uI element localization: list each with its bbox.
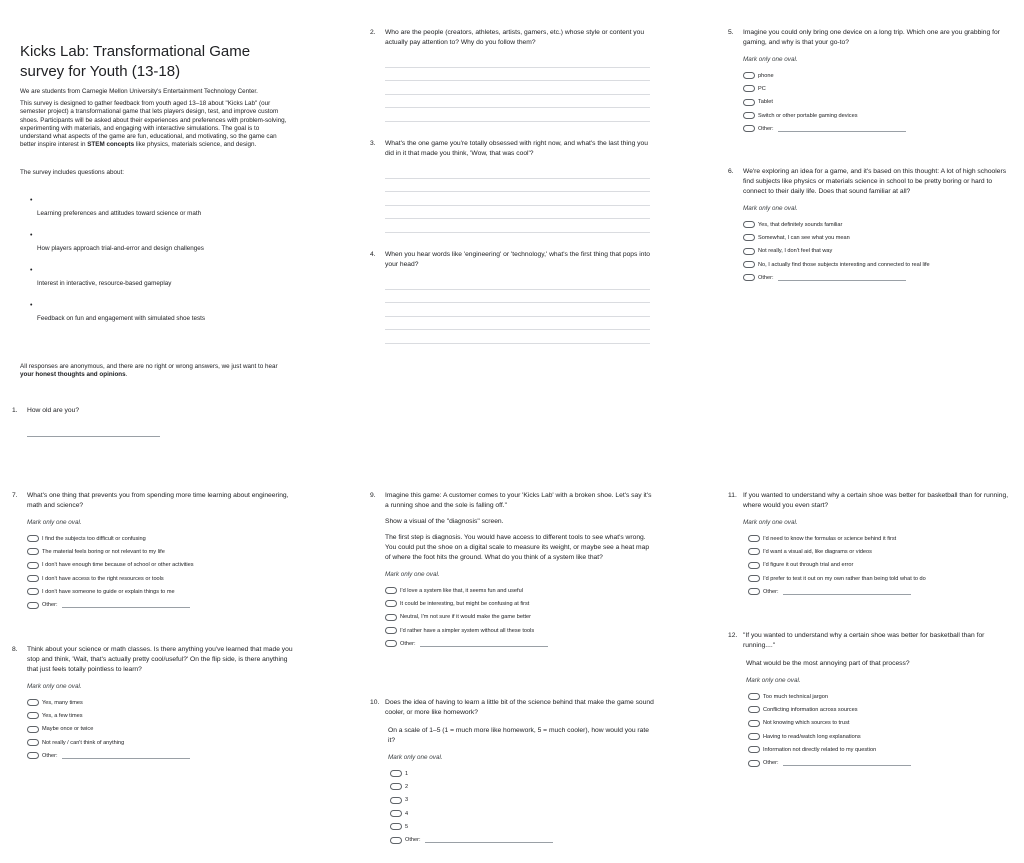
option-q10-4[interactable]: 4 [390,807,655,820]
option-q11-1[interactable]: I'd need to know the formulas or science behind it first [748,532,1013,545]
radio-oval[interactable] [743,234,755,241]
radio-oval[interactable] [748,548,760,555]
question-9: 9. Imagine this game: A customer comes to your 'Kicks Lab' with a broken shoe. Let's say it's a running shoe and the sole is falling off." Show a visual of the "diagnosis" screen. The first step is diagnosis. You would have access to different tools to see what's wrong. You could put the shoe on a digital scale to measure its weight, or maybe see a heat map of where the foot hits the ground. What do you think of a system like that? Mark only one oval. I'd love a system like that, it seems fun and useful It could be interesting, but might be confusing at first Neutral, I'm not sure if it would make the game better I'd rather have a simpler system without all these tools Other: [370,491,655,650]
option-q7-5[interactable]: I don't have someone to guide or explain things to me [27,585,297,598]
radio-oval[interactable] [748,760,760,767]
option-q8-1[interactable]: Yes, many times [27,696,297,709]
question-4: 4. When you hear words like 'engineering' or 'technology,' what's the first thing that pops into your head? [370,250,650,344]
other-input[interactable] [783,589,911,595]
radio-oval[interactable] [385,614,397,621]
option-q6-4[interactable]: No, I actually find those subjects interesting and connected to real life [743,258,1013,271]
radio-oval[interactable] [748,733,760,740]
option-q7-4[interactable]: I don't have access to the right resources or tools [27,572,297,585]
radio-oval[interactable] [27,712,39,719]
option-q8-other[interactable]: Other: [27,749,297,762]
question-2: 2. Who are the people (creators, athletes, artists, gamers, etc.) whose style or content you actually pay attention to? Why do you follow them? [370,28,650,122]
radio-oval[interactable] [390,797,402,804]
list-item: • Interest in interactive, resource-based gameplay [30,266,172,287]
radio-oval[interactable] [748,706,760,713]
option-q12-3[interactable]: Not knowing which sources to trust [748,717,1013,730]
radio-oval[interactable] [743,274,755,281]
option-q7-3[interactable]: I don't have enough time because of school or other activities [27,559,297,572]
radio-oval[interactable] [27,548,39,555]
option-q5-1[interactable]: phone [743,69,1008,82]
list-item: • Learning preferences and attitudes toward science or math [30,196,202,217]
option-q10-other[interactable]: Other: [390,833,655,846]
option-q8-2[interactable]: Yes, a few times [27,709,297,722]
topic-list [20,196,288,323]
radio-oval[interactable] [748,575,760,582]
other-input[interactable] [778,126,906,132]
option-q11-2[interactable]: I'd want a visual aid, like diagrams or videos [748,545,1013,558]
option-q12-4[interactable]: Having to read/watch long explanations [748,730,1013,743]
radio-oval[interactable] [748,693,760,700]
intro-description: This survey is designed to gather feedback from youth aged 13–18 about "Kicks Lab" (our semester project) a transformational game that lets players design, test, and improve custom shoes. Participants will be asked about their experiences and preferences with problem-solving, experimenting with materials, and engaging with interactive simulations. The goal is to understand what aspects of the game are fun, educational, and motivating, so the game can better inspire interest in STEM concepts like physics, materials science, and design. [20,100,287,149]
radio-oval[interactable] [27,588,39,595]
option-q11-3[interactable]: I'd figure it out through trial and error [748,559,1013,572]
radio-oval[interactable] [748,588,760,595]
radio-oval[interactable] [27,699,39,706]
other-input[interactable] [420,641,548,647]
option-q10-1[interactable]: 1 [390,767,655,780]
option-q9-3[interactable]: Neutral, I'm not sure if it would make the game better [385,611,655,624]
other-input[interactable] [62,602,190,608]
option-q5-2[interactable]: PC [743,82,1008,95]
list-item: • How players approach trial-and-error and design challenges [30,231,204,252]
radio-oval[interactable] [385,587,397,594]
option-q5-3[interactable]: Tablet [743,96,1008,109]
intro-includes: The survey includes questions about: [20,169,124,177]
survey-intro [20,42,288,379]
radio-oval[interactable] [748,535,760,542]
option-q12-5[interactable]: Information not directly related to my question [748,743,1013,756]
radio-oval[interactable] [27,535,39,542]
question-1: 1. How old are you? [12,406,282,437]
radio-oval[interactable] [748,562,760,569]
option-q5-other[interactable]: Other: [743,122,1008,135]
other-input[interactable] [62,753,190,759]
radio-oval[interactable] [743,72,755,79]
radio-oval[interactable] [27,575,39,582]
option-q7-other[interactable]: Other: [27,598,297,611]
intro-outro: All responses are anonymous, and there are no right or wrong answers, we just want to hear your honest thoughts and opinions. [20,362,278,378]
option-q9-2[interactable]: It could be interesting, but might be confusing at first [385,597,655,610]
answer-lines[interactable] [385,276,650,344]
age-answer-field[interactable] [27,416,160,437]
radio-oval[interactable] [27,752,39,759]
radio-oval[interactable] [743,248,755,255]
radio-oval[interactable] [27,562,39,569]
radio-oval[interactable] [743,112,755,119]
question-3: 3. What's the one game you're totally obsessed with right now, and what's the last thing you did in it that made you think, 'Wow, that was cool'? [370,139,650,233]
option-q6-3[interactable]: Not really, I don't feel that way [743,245,1013,258]
other-input[interactable] [425,837,553,843]
option-q6-1[interactable]: Yes, that definitely sounds familiar [743,218,1013,231]
other-input[interactable] [783,760,911,766]
radio-oval[interactable] [390,837,402,844]
option-q6-2[interactable]: Somewhat, I can see what you mean [743,231,1013,244]
option-q9-other[interactable]: Other: [385,637,655,650]
radio-oval[interactable] [743,85,755,92]
radio-oval[interactable] [385,627,397,634]
question-6: 6. We're exploring an idea for a game, and it's based on this thought: A lot of high schoolers find subjects like physics or materials science in school to be pretty boring or hard to connect to their daily life. Does that sound familiar at all? Mark only one oval. Yes, that definitely sounds familiar Somewhat, I can see what you mean Not really, I don't feel that way No, I actually find those subjects interesting and connected to real life Other: [728,167,1013,284]
radio-oval[interactable] [748,746,760,753]
list-item: • Feedback on fun and engagement with simulated shoe tests [30,301,206,322]
radio-oval[interactable] [385,600,397,607]
radio-oval[interactable] [27,602,39,609]
option-q9-4[interactable]: I'd rather have a simpler system without all these tools [385,624,655,637]
radio-oval[interactable] [743,221,755,228]
option-q12-1[interactable]: Too much technical jargon [748,690,1013,703]
radio-oval[interactable] [390,823,402,830]
intro-affiliation: We are students from Carnegie Mellon University's Entertainment Technology Center. [20,88,258,95]
question-8: 8. Think about your science or math classes. Is there anything you've learned that made you stop and think, 'Wait, that's actually pretty cool/useful?' On the flip side, is there anything that just feels totally pointless to learn? Mark only one oval. Yes, many times Yes, a few times Maybe once or twice Not really / can't think of anything Other: [12,645,297,762]
option-q11-4[interactable]: I'd prefer to test it out on my own rather than being told what to do [748,572,1013,585]
option-q6-other[interactable]: Other: [743,271,1013,284]
answer-lines[interactable] [385,165,650,233]
radio-oval[interactable] [743,99,755,106]
radio-oval[interactable] [27,739,39,746]
question-11: 11. If you wanted to understand why a certain shoe was better for basketball than for running, where would you even start? Mark only one oval. I'd need to know the formulas or science behind it first I'd want a visual aid, like diagrams or videos I'd figure it out through trial and error I'd prefer to test it out on my own rather than being told what to do Other: [728,491,1013,598]
other-input[interactable] [778,275,906,281]
question-5: 5. Imagine you could only bring one device on a long trip. Which one are you grabbing for gaming, and why is that your go-to? Mark only one oval. phone PC Tablet Switch or other portable gaming devices Other: [728,28,1008,135]
option-q8-4[interactable]: Not really / can't think of anything [27,736,297,749]
question-10: 10. Does the idea of having to learn a little bit of the science behind that make the game sound cooler, or more like homework? On a scale of 1–5 (1 = much more like homework, 5 = much cooler), how would you rate it? Mark only one oval. 1 2 3 4 5 Other: [370,698,655,847]
radio-oval[interactable] [743,125,755,132]
option-q9-1[interactable]: I'd love a system like that, it seems fun and useful [385,584,655,597]
radio-oval[interactable] [385,640,397,647]
option-q10-3[interactable]: 3 [390,794,655,807]
option-q11-other[interactable]: Other: [748,585,1013,598]
question-7: 7. What's one thing that prevents you from spending more time learning about engineering, math and science? Mark only one oval. I find the subjects too difficult or confusing The material feels boring or not relevant to my life I don't have enough time because of school or other activities I don't have access to the right resources or tools I don't have someone to guide or explain things to me Other: [12,491,297,612]
radio-oval[interactable] [748,720,760,727]
radio-oval[interactable] [390,783,402,790]
question-12: 12. "If you wanted to understand why a certain shoe was better for basketball than for running...." What would be the most annoying part of that process? Mark only one oval. Too much technical jargon Conflicting information across sources Not knowing which sources to trust Having to read/watch long explanations Information not directly related to my question Other: [728,631,1013,770]
option-q12-other[interactable]: Other: [748,756,1013,769]
radio-oval[interactable] [743,261,755,268]
option-q8-3[interactable]: Maybe once or twice [27,723,297,736]
answer-lines[interactable] [385,54,650,122]
option-q10-2[interactable]: 2 [390,780,655,793]
option-q10-5[interactable]: 5 [390,820,655,833]
radio-oval[interactable] [27,726,39,733]
option-q7-2[interactable]: The material feels boring or not relevant to my life [27,545,297,558]
radio-oval[interactable] [390,770,402,777]
option-q12-2[interactable]: Conflicting information across sources [748,703,1013,716]
option-q7-1[interactable]: I find the subjects too difficult or confusing [27,532,297,545]
option-q5-4[interactable]: Switch or other portable gaming devices [743,109,1008,122]
radio-oval[interactable] [390,810,402,817]
survey-title: Kicks Lab: Transformational Game survey for Youth (13-18) [20,43,251,80]
